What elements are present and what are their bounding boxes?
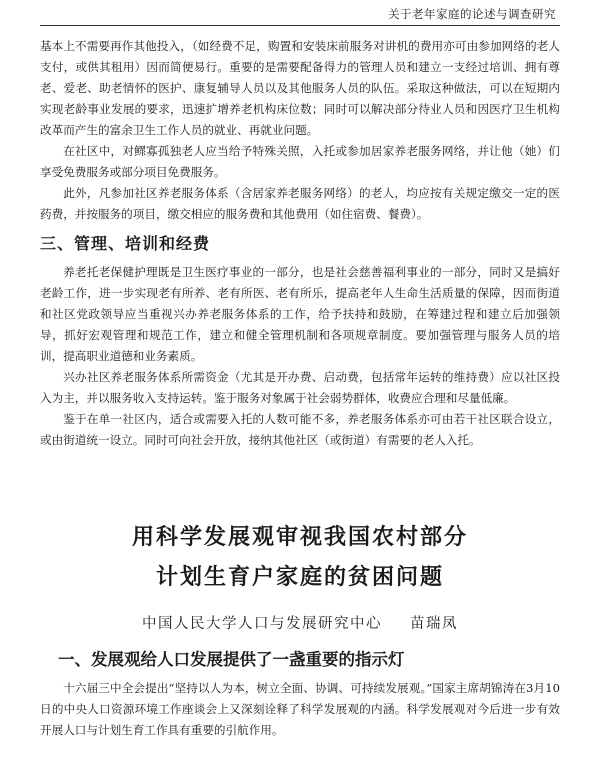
author-name: 苗瑞凤 bbox=[410, 616, 458, 632]
paragraph-joint-setup: 鉴于在单一社区内，适合或需要入托的人数可能不多，养老服务体系亦可由若干社区联合设立，或由街道统一设立。同时可向社会开放，接纳其他社区（或街道）有需要的老人入托。 bbox=[40, 412, 560, 447]
paragraph-funding: 兴办社区养老服务体系所需资金（尤其是开办费、启动费，包括常年运转的维持费）应以社区投入为主，并以服务收入支持运转。鉴于服务对象属于社会弱势群体，收费应合理和尽量低廉。 bbox=[40, 370, 560, 405]
paragraph-management: 养老托老保健护理既是卫生医疗事业的一部分，也是社会慈善福利事业的一部分，同时又是搞好老龄工作，进一步实现老有所养、老有所医、老有所乐，提高老年人生命生活质量的保障，因而街道和社区党政领导应当重视兴办养老服务体系的工作，给予扶持和鼓励，在筹建过程和建立后加强领导，抓好宏观管理和规范工作，建立和健全管理机制和各项规章制度。要加强管理与服务人员的培训，提高职业道德和业务素质。 bbox=[40, 265, 560, 363]
header-rule bbox=[40, 25, 560, 26]
article2-body bbox=[40, 678, 560, 741]
article-title-line-2: 计划生育户家庭的贫困问题 bbox=[155, 565, 444, 590]
byline bbox=[0, 612, 600, 633]
paragraph-fees: 此外，凡参加社区养老服务体系（含居家养老服务网络）的老人，均应按有关规定缴交一定的医药费，并按服务的项目，缴交相应的服务费和其他费用（如住宿费、餐费）。 bbox=[40, 186, 560, 221]
paragraph-isolated-elderly: 在社区中，对鳏寡孤独老人应当给予特殊关照，入托或参加居家养老服务网络，并让他（她）们享受免费服务或部分项目免费服务。 bbox=[40, 144, 560, 179]
paragraph-continued: 基本上不需要再作其他投入，（如经费不足，购置和安装床前服务对讲机的费用亦可由参加网络的老人支付，或供其租用）因而简便易行。重要的是需要配备得力的管理人员和建立一支经过培训、拥有尊老、爱老、助老情怀的医护、康复辅导人员以及其他服务人员的队伍。采取这种做法，可以在短期内实现老龄事业发展的要求，迅速扩增养老机构床位数；同时可以解决部分待业人员和因医疗卫生机构改革而产生的富余卫生工作人员的就业、再就业问题。 bbox=[40, 39, 560, 137]
section-heading-3: 三、管理、培训和经费 bbox=[40, 234, 211, 253]
section-heading-1: 一、发展观给人口发展提供了一盏重要的指示灯 bbox=[58, 650, 405, 669]
paragraph-intro: 十六届三中全会提出“坚持以人为本，树立全面、协调、可持续发展观。”国家主席胡锦涛在3月10日的中央人口资源环境工作座谈会上又深刻诠释了科学发展观的内涵。科学发展观对今后进一步有效开展人口与计划生育工作具有重要的引航作用。 bbox=[40, 681, 560, 737]
article1-body bbox=[40, 36, 560, 451]
author-affiliation: 中国人民大学人口与发展研究中心 bbox=[142, 616, 382, 632]
article-title-line-1: 用科学发展观审视我国农村部分 bbox=[131, 525, 468, 550]
running-header: 关于老年家庭的论述与调查研究 bbox=[388, 7, 556, 21]
